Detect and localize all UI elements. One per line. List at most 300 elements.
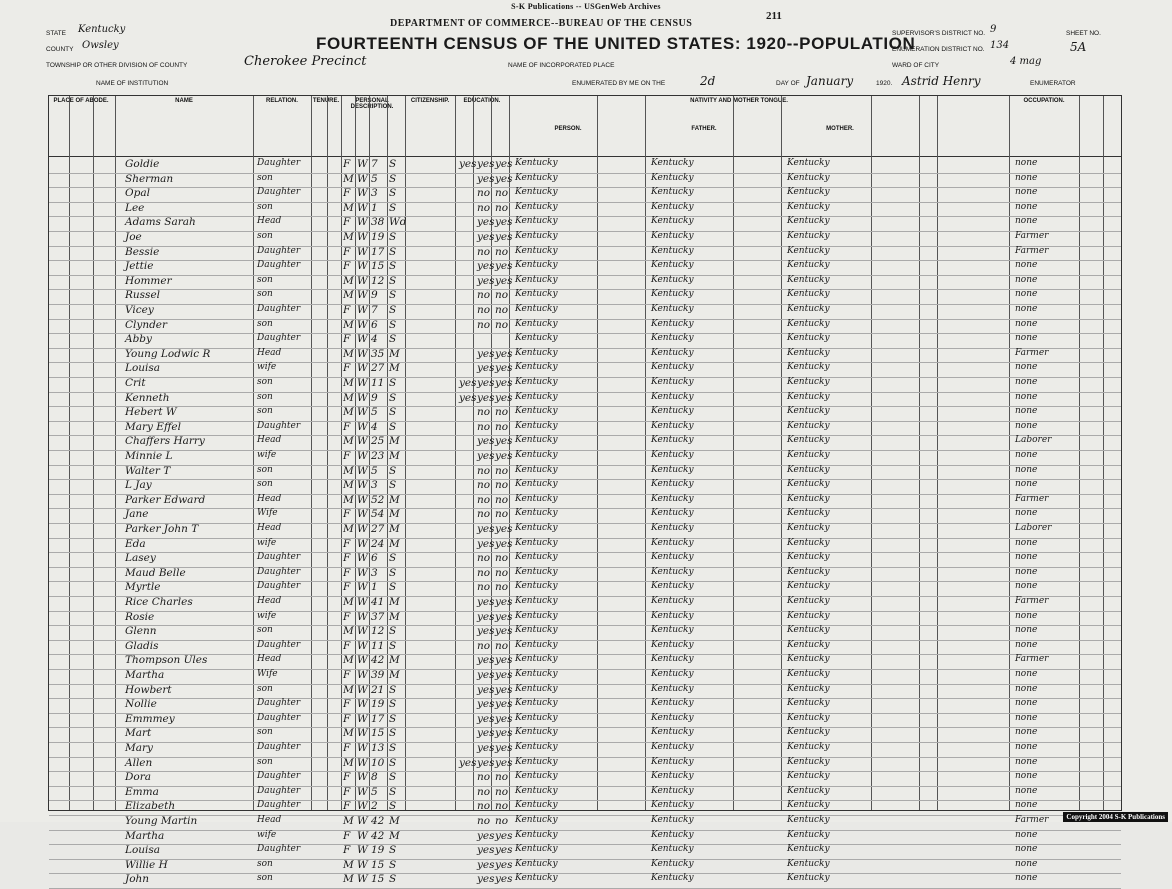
row-read: yes — [477, 727, 495, 740]
row-write: no — [495, 187, 509, 200]
row-race: W — [357, 625, 368, 638]
table-row — [49, 523, 1121, 538]
page-number: 211 — [766, 10, 782, 22]
col-header-abode: PLACE OF ABODE. — [53, 98, 109, 104]
row-marital: S — [389, 318, 397, 331]
row-occupation: Farmer — [1015, 231, 1049, 241]
row-mother-birthplace: Kentucky — [787, 829, 830, 840]
row-sex: F — [343, 771, 351, 784]
row-write: no — [495, 800, 509, 813]
row-race: W — [357, 742, 368, 754]
row-name: Mary Effel — [125, 420, 181, 433]
table-row — [49, 348, 1121, 363]
row-write: yes — [495, 172, 513, 185]
row-mother-birthplace: Kentucky — [787, 201, 830, 212]
ward-label: WARD OF CITY — [892, 62, 940, 69]
row-birthplace: Kentucky — [515, 610, 558, 621]
row-sex: M — [343, 464, 354, 477]
row-name: Bessie — [125, 245, 160, 258]
row-occupation: none — [1015, 566, 1038, 577]
row-birthplace: Kentucky — [515, 683, 558, 694]
row-occupation: none — [1015, 216, 1038, 227]
row-marital: S — [389, 333, 397, 346]
row-write: yes — [495, 727, 513, 740]
row-relation: son — [257, 683, 273, 694]
table-row — [49, 742, 1121, 757]
row-father-birthplace: Kentucky — [651, 829, 694, 840]
row-read: no — [477, 493, 491, 506]
row-mother-birthplace: Kentucky — [787, 712, 830, 723]
row-mother-birthplace: Kentucky — [787, 698, 830, 709]
row-father-birthplace: Kentucky — [651, 581, 694, 592]
row-relation: son — [257, 727, 273, 738]
row-name: Elizabeth — [125, 800, 176, 813]
row-marital: S — [389, 172, 397, 185]
row-race: W — [357, 464, 368, 477]
row-write: no — [495, 639, 509, 652]
row-sex: F — [343, 245, 351, 258]
row-read: no — [477, 785, 491, 798]
row-write: yes — [495, 756, 513, 769]
row-school: yes — [459, 391, 477, 404]
row-relation: son — [257, 406, 273, 417]
row-birthplace: Kentucky — [515, 493, 558, 504]
row-relation: Head — [257, 815, 282, 825]
row-relation: Daughter — [257, 552, 301, 563]
row-mother-birthplace: Kentucky — [787, 187, 830, 198]
row-name: Gladis — [125, 639, 159, 652]
row-occupation: none — [1015, 669, 1038, 679]
row-read: no — [477, 318, 491, 331]
row-write: no — [495, 289, 509, 302]
row-race: W — [357, 800, 368, 813]
row-sex: M — [343, 625, 354, 638]
row-name: Lee — [125, 201, 145, 214]
row-name: Eda — [125, 537, 146, 550]
table-row — [49, 844, 1121, 859]
row-birthplace: Kentucky — [515, 406, 558, 417]
row-sex: M — [343, 493, 354, 506]
department-heading: DEPARTMENT OF COMMERCE--BUREAU OF THE CENSUS — [390, 18, 693, 29]
row-relation: son — [257, 873, 273, 884]
row-marital: S — [389, 727, 397, 740]
row-relation: Daughter — [257, 742, 301, 752]
row-race: W — [357, 654, 368, 667]
row-read: yes — [477, 377, 495, 389]
row-mother-birthplace: Kentucky — [787, 727, 830, 738]
row-sex: M — [343, 391, 354, 404]
row-father-birthplace: Kentucky — [651, 727, 694, 738]
row-birthplace: Kentucky — [515, 508, 558, 519]
row-race: W — [357, 508, 368, 521]
table-row — [49, 552, 1121, 567]
row-read: no — [477, 508, 491, 521]
row-name: Russel — [125, 289, 161, 302]
row-relation: son — [257, 756, 273, 767]
row-birthplace: Kentucky — [515, 158, 558, 168]
row-occupation: none — [1015, 479, 1038, 490]
row-write: no — [495, 493, 509, 506]
row-birthplace: Kentucky — [515, 523, 558, 533]
row-marital: S — [389, 581, 397, 594]
row-mother-birthplace: Kentucky — [787, 771, 830, 782]
row-name: Kenneth — [125, 391, 170, 404]
row-age: 23 — [371, 450, 385, 462]
row-father-birthplace: Kentucky — [651, 625, 694, 636]
row-age: 13 — [371, 742, 385, 754]
table-row — [49, 202, 1121, 217]
row-marital: M — [389, 523, 400, 535]
row-relation: son — [257, 231, 273, 241]
row-mother-birthplace: Kentucky — [787, 654, 830, 665]
row-relation: wife — [257, 537, 277, 548]
row-mother-birthplace: Kentucky — [787, 800, 830, 811]
row-relation: Head — [257, 493, 282, 504]
row-birthplace: Kentucky — [515, 727, 558, 738]
row-name: Opal — [125, 187, 150, 200]
row-mother-birthplace: Kentucky — [787, 742, 830, 752]
row-age: 21 — [371, 683, 385, 696]
row-mother-birthplace: Kentucky — [787, 844, 830, 855]
ward-value: 4 mag — [1010, 56, 1042, 67]
row-age: 8 — [371, 771, 378, 784]
row-sex: F — [343, 712, 351, 725]
row-read: no — [477, 304, 491, 316]
supervisor-label: SUPERVISOR'S DISTRICT NO. — [892, 30, 986, 37]
row-age: 12 — [371, 625, 385, 638]
row-birthplace: Kentucky — [515, 260, 558, 271]
row-name: Minnie L — [125, 450, 173, 462]
row-father-birthplace: Kentucky — [651, 172, 694, 183]
row-age: 15 — [371, 858, 385, 871]
table-row — [49, 392, 1121, 407]
row-read: no — [477, 201, 491, 214]
row-write: no — [495, 566, 509, 579]
col-header-name: NAME — [175, 98, 193, 104]
row-name: Thompson Ules — [125, 654, 208, 667]
row-birthplace: Kentucky — [515, 420, 558, 431]
row-read: yes — [477, 625, 495, 638]
row-read: no — [477, 406, 491, 419]
row-read: no — [477, 566, 491, 579]
row-marital: S — [389, 683, 397, 696]
row-father-birthplace: Kentucky — [651, 435, 694, 446]
institution-label: NAME OF INSTITUTION — [96, 80, 169, 87]
row-birthplace: Kentucky — [515, 625, 558, 636]
row-mother-birthplace: Kentucky — [787, 596, 830, 606]
row-write: yes — [495, 260, 513, 273]
row-marital: M — [389, 493, 400, 506]
row-read: yes — [477, 158, 495, 170]
row-age: 54 — [371, 508, 385, 521]
row-relation: Head — [257, 347, 282, 358]
census-title: FOURTEENTH CENSUS OF THE UNITED STATES: 1920--POPULATION — [316, 34, 916, 53]
row-race: W — [357, 829, 368, 842]
row-sex: M — [343, 683, 354, 696]
row-school: yes — [459, 377, 477, 389]
row-write: yes — [495, 858, 513, 871]
row-father-birthplace: Kentucky — [651, 216, 694, 227]
row-race: W — [357, 420, 368, 433]
row-marital: M — [389, 815, 400, 827]
col-header-personal: PERSONAL DESCRIPTION. — [350, 98, 394, 110]
row-sex: F — [343, 362, 351, 375]
table-row — [49, 450, 1121, 465]
row-occupation: Farmer — [1015, 347, 1049, 358]
row-birthplace: Kentucky — [515, 187, 558, 198]
row-race: W — [357, 537, 368, 550]
row-birthplace: Kentucky — [515, 289, 558, 300]
col-header-citizenship: CITIZENSHIP. — [410, 98, 450, 104]
row-birthplace: Kentucky — [515, 654, 558, 665]
row-age: 42 — [371, 654, 385, 667]
row-mother-birthplace: Kentucky — [787, 377, 830, 387]
row-name: Allen — [125, 756, 153, 769]
row-birthplace: Kentucky — [515, 829, 558, 840]
row-marital: S — [389, 552, 397, 565]
row-marital: S — [389, 566, 397, 579]
row-race: W — [357, 610, 368, 623]
row-mother-birthplace: Kentucky — [787, 450, 830, 460]
row-occupation: none — [1015, 771, 1038, 782]
row-mother-birthplace: Kentucky — [787, 274, 830, 285]
row-marital: S — [389, 698, 397, 711]
row-birthplace: Kentucky — [515, 172, 558, 183]
row-age: 37 — [371, 610, 385, 623]
row-race: W — [357, 158, 368, 170]
row-father-birthplace: Kentucky — [651, 800, 694, 811]
row-marital: M — [389, 610, 400, 623]
row-age: 3 — [371, 187, 378, 200]
row-father-birthplace: Kentucky — [651, 610, 694, 621]
table-row — [49, 654, 1121, 669]
row-read: yes — [477, 435, 495, 448]
sheet-label: SHEET NO. — [1066, 30, 1101, 37]
row-birthplace: Kentucky — [515, 231, 558, 241]
row-father-birthplace: Kentucky — [651, 508, 694, 519]
row-name: Emma — [125, 785, 159, 798]
row-mother-birthplace: Kentucky — [787, 756, 830, 767]
row-sex: M — [343, 231, 354, 243]
row-father-birthplace: Kentucky — [651, 391, 694, 402]
row-race: W — [357, 844, 368, 857]
row-father-birthplace: Kentucky — [651, 844, 694, 855]
row-mother-birthplace: Kentucky — [787, 289, 830, 300]
row-name: Myrtle — [125, 581, 161, 594]
county-label: COUNTY — [46, 46, 74, 53]
table-row — [49, 830, 1121, 845]
table-row — [49, 581, 1121, 596]
row-race: W — [357, 552, 368, 565]
row-birthplace: Kentucky — [515, 537, 558, 548]
row-mother-birthplace: Kentucky — [787, 245, 830, 256]
county-value: Owsley — [82, 40, 119, 51]
row-age: 7 — [371, 158, 378, 170]
row-name: Sherman — [125, 172, 174, 185]
row-sex: F — [343, 829, 351, 842]
row-race: W — [357, 406, 368, 419]
row-sex: M — [343, 756, 354, 769]
table-row — [49, 538, 1121, 553]
row-relation: wife — [257, 829, 277, 840]
row-age: 4 — [371, 333, 378, 346]
row-race: W — [357, 435, 368, 448]
row-father-birthplace: Kentucky — [651, 523, 694, 533]
row-marital: M — [389, 450, 400, 462]
row-birthplace: Kentucky — [515, 318, 558, 329]
row-occupation: none — [1015, 785, 1038, 796]
row-race: W — [357, 771, 368, 784]
table-row — [49, 873, 1121, 888]
row-birthplace: Kentucky — [515, 639, 558, 650]
row-mother-birthplace: Kentucky — [787, 683, 830, 694]
row-marital: S — [389, 800, 397, 813]
table-row — [49, 289, 1121, 304]
row-name: Louisa — [125, 362, 161, 375]
enumeration-value: 134 — [990, 40, 1010, 51]
row-read: yes — [477, 231, 495, 243]
row-name: Hommer — [125, 274, 172, 287]
row-marital: Wd — [389, 216, 407, 229]
row-sex: F — [343, 260, 351, 273]
table-row — [49, 231, 1121, 246]
row-race: W — [357, 523, 368, 535]
row-occupation: none — [1015, 698, 1038, 709]
row-marital: S — [389, 231, 397, 243]
row-name: L Jay — [125, 479, 152, 492]
row-relation: Head — [257, 523, 282, 533]
row-read: no — [477, 800, 491, 813]
row-father-birthplace: Kentucky — [651, 231, 694, 241]
row-name: Dora — [125, 771, 152, 784]
table-row — [49, 173, 1121, 188]
row-marital: S — [389, 858, 397, 871]
row-father-birthplace: Kentucky — [651, 815, 694, 825]
row-name: Lasey — [125, 552, 156, 565]
row-sex: F — [343, 610, 351, 623]
row-age: 25 — [371, 435, 385, 448]
enumeration-label: ENUMERATION DISTRICT NO. — [892, 46, 985, 53]
row-relation: wife — [257, 362, 277, 373]
row-sex: M — [343, 479, 354, 492]
row-sex: M — [343, 347, 354, 360]
row-sex: M — [343, 596, 354, 608]
row-marital: S — [389, 479, 397, 492]
row-sex: F — [343, 639, 351, 652]
row-mother-birthplace: Kentucky — [787, 610, 830, 621]
row-occupation: Farmer — [1015, 654, 1049, 665]
row-sex: M — [343, 815, 354, 827]
row-age: 42 — [371, 815, 385, 827]
row-occupation: none — [1015, 844, 1038, 855]
row-age: 4 — [371, 420, 378, 433]
enumerated-day: 2d — [700, 74, 716, 88]
row-occupation: none — [1015, 873, 1038, 884]
row-birthplace: Kentucky — [515, 669, 558, 679]
row-age: 17 — [371, 712, 385, 725]
row-relation: Head — [257, 596, 282, 606]
row-father-birthplace: Kentucky — [651, 274, 694, 285]
row-marital: S — [389, 785, 397, 798]
day-of-label: DAY OF — [776, 80, 800, 87]
table-row — [49, 669, 1121, 684]
row-write: yes — [495, 698, 513, 711]
row-occupation: none — [1015, 727, 1038, 738]
row-father-birthplace: Kentucky — [651, 596, 694, 606]
row-father-birthplace: Kentucky — [651, 450, 694, 460]
row-race: W — [357, 727, 368, 740]
row-age: 11 — [371, 639, 385, 652]
row-name: Adams Sarah — [125, 216, 196, 229]
row-birthplace: Kentucky — [515, 464, 558, 475]
row-write: no — [495, 771, 509, 784]
row-age: 35 — [371, 347, 385, 360]
row-name: Louisa — [125, 844, 161, 857]
row-relation: son — [257, 318, 273, 329]
row-name: Martha — [125, 669, 165, 681]
row-age: 15 — [371, 260, 385, 273]
row-race: W — [357, 274, 368, 287]
row-mother-birthplace: Kentucky — [787, 493, 830, 504]
row-marital: M — [389, 347, 400, 360]
row-write: yes — [495, 669, 513, 681]
row-sex: F — [343, 581, 351, 594]
row-name: Abby — [125, 333, 152, 346]
row-race: W — [357, 683, 368, 696]
row-write: no — [495, 464, 509, 477]
row-race: W — [357, 304, 368, 316]
row-race: W — [357, 858, 368, 871]
row-relation: Daughter — [257, 333, 301, 344]
row-occupation: none — [1015, 508, 1038, 519]
row-occupation: none — [1015, 333, 1038, 344]
table-row — [49, 800, 1121, 815]
row-name: Parker Edward — [125, 493, 206, 506]
row-occupation: none — [1015, 377, 1038, 387]
col-header-occupation: OCCUPATION. — [1023, 98, 1065, 104]
row-birthplace: Kentucky — [515, 450, 558, 460]
township-value: Cherokee Precinct — [244, 54, 367, 69]
row-marital: S — [389, 756, 397, 769]
row-name: Jettie — [125, 260, 154, 273]
row-father-birthplace: Kentucky — [651, 347, 694, 358]
row-read: yes — [477, 274, 495, 287]
row-occupation: none — [1015, 201, 1038, 212]
row-marital: S — [389, 274, 397, 287]
col-header-person: PERSON. — [554, 126, 582, 132]
row-write: no — [495, 245, 509, 258]
row-read: yes — [477, 362, 495, 375]
table-row — [49, 158, 1121, 173]
row-relation: Head — [257, 654, 282, 665]
row-read: yes — [477, 683, 495, 696]
row-birthplace: Kentucky — [515, 873, 558, 884]
row-sex: M — [343, 654, 354, 667]
row-name: Young Lodwic R — [125, 347, 211, 360]
row-write: no — [495, 318, 509, 331]
table-row — [49, 333, 1121, 348]
row-relation: son — [257, 391, 273, 402]
row-father-birthplace: Kentucky — [651, 479, 694, 490]
row-mother-birthplace: Kentucky — [787, 347, 830, 358]
row-race: W — [357, 756, 368, 769]
row-race: W — [357, 391, 368, 404]
row-mother-birthplace: Kentucky — [787, 858, 830, 869]
row-occupation: Laborer — [1015, 523, 1052, 533]
row-mother-birthplace: Kentucky — [787, 523, 830, 533]
row-race: W — [357, 873, 368, 886]
row-age: 9 — [371, 289, 378, 302]
